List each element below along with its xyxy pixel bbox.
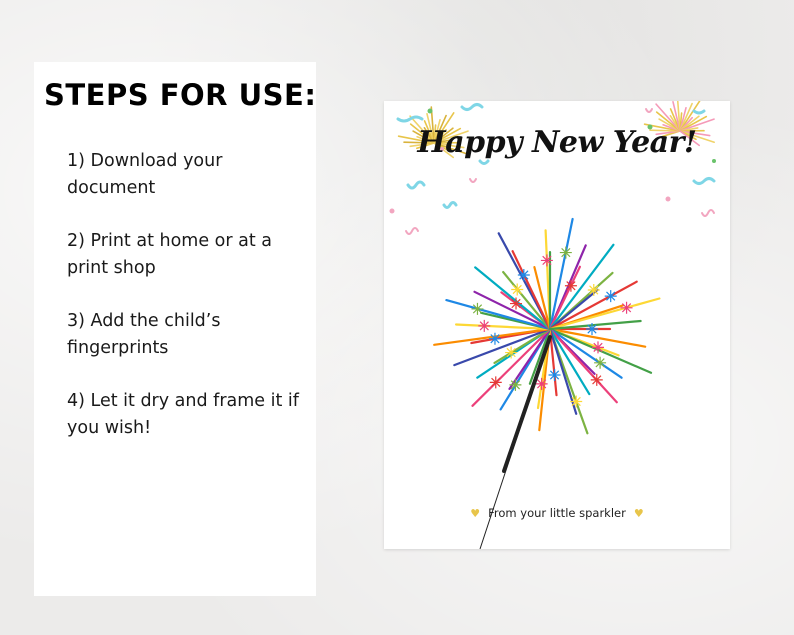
steps-panel	[34, 62, 316, 596]
sparkle-star	[489, 333, 501, 345]
steps-list	[67, 148, 307, 468]
sparkle-star	[505, 347, 517, 359]
sparkle-star	[605, 290, 617, 302]
heart-icon: ♥	[633, 507, 644, 520]
sparkle-star	[509, 379, 521, 391]
step-3: 3) Add the child’s fingerprints	[67, 311, 221, 358]
step-2: 2) Print at home or at a print shop	[67, 231, 273, 278]
footer-text: From your little sparkler	[488, 506, 626, 520]
sparkle-star	[549, 369, 561, 381]
card-artwork	[384, 101, 730, 549]
sparkle-star	[560, 247, 572, 259]
card-footer	[384, 506, 730, 520]
heart-icon: ♥	[470, 507, 481, 520]
step-4: 4) Let it dry and frame it if you wish!	[67, 391, 299, 438]
card-title: Happy New Year!	[417, 125, 697, 160]
sparkler-ray	[454, 329, 550, 365]
new-year-card	[384, 101, 730, 549]
steps-title: STEPS FOR USE:	[44, 78, 317, 112]
sparkler-icon	[434, 219, 659, 549]
sparkle-star	[621, 302, 633, 314]
step-1: 1) Download your document	[67, 151, 223, 198]
sparkle-star	[478, 320, 490, 332]
